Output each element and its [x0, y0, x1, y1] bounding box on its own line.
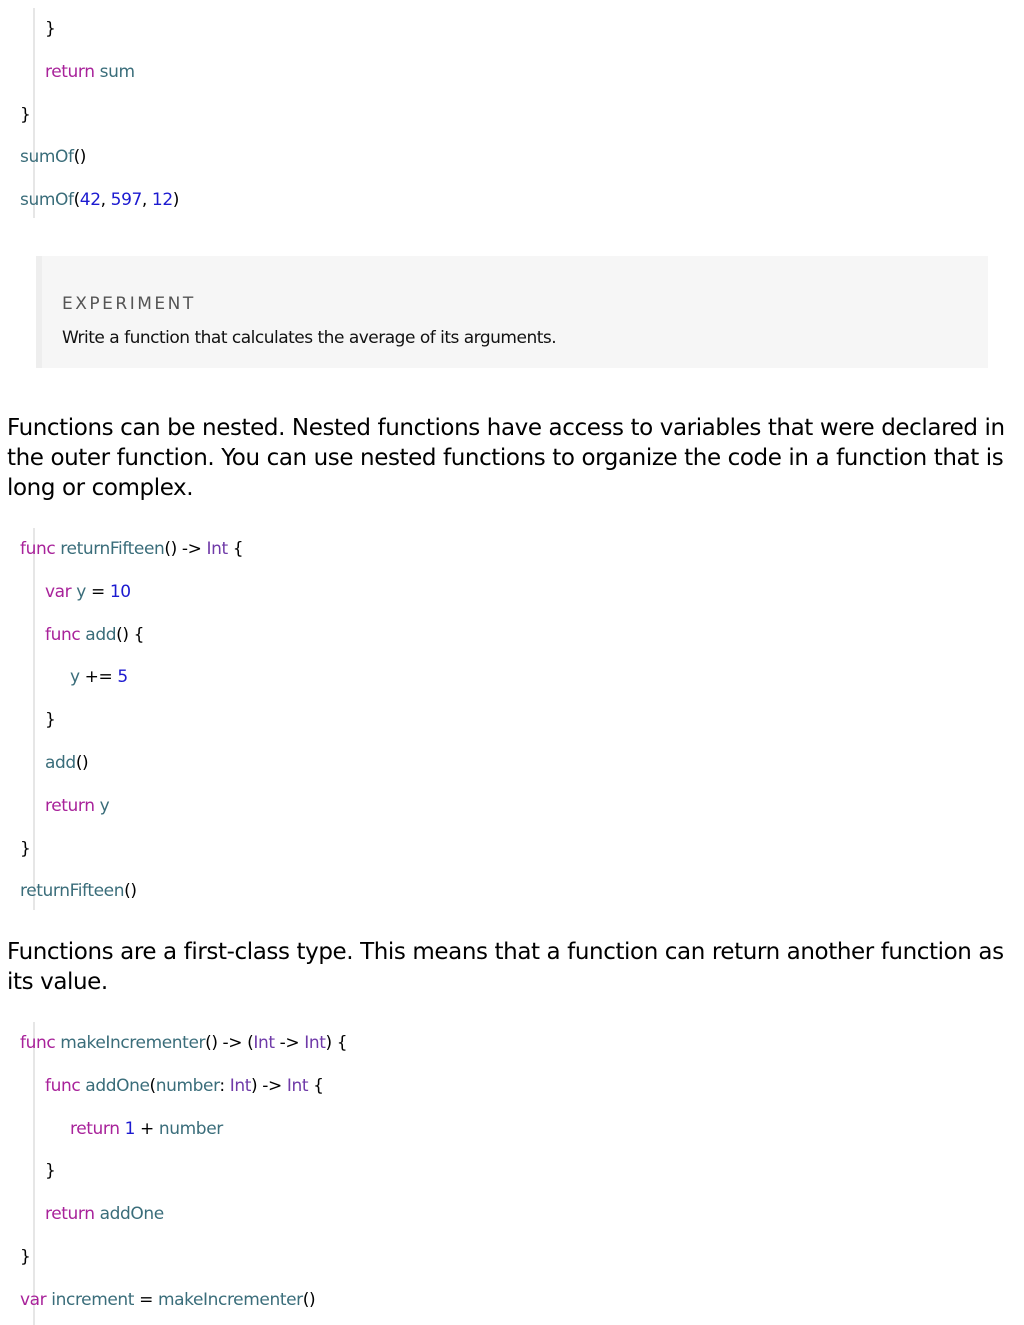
code-line	[20, 1289, 315, 1311]
code-line	[20, 538, 243, 560]
code-token: func	[20, 539, 56, 559]
code-token: ->	[274, 1033, 305, 1053]
code-token: }	[45, 19, 56, 39]
code-line	[20, 880, 137, 902]
code-line	[20, 104, 30, 126]
code-token: 5	[117, 667, 128, 688]
code-token: return	[45, 1204, 95, 1225]
code-token: number	[155, 1075, 220, 1096]
code-token: 1	[124, 1118, 136, 1139]
code-block-makeincrementer	[20, 1022, 935, 1325]
code-line	[20, 1246, 30, 1268]
code-token: number	[158, 1118, 223, 1139]
code-token: func	[20, 1033, 56, 1053]
code-line	[45, 61, 135, 83]
code-line	[45, 1203, 164, 1225]
code-line	[45, 18, 55, 40]
code-token: ()	[75, 753, 89, 773]
code-token: ) ->	[251, 1075, 287, 1096]
code-token: var	[45, 581, 72, 602]
code-token: }	[45, 1161, 56, 1182]
code-token: return	[45, 61, 95, 82]
code-token: }	[20, 104, 31, 125]
code-token: }	[20, 1247, 31, 1267]
code-token: )	[172, 190, 179, 211]
experiment-aside	[36, 256, 988, 368]
code-token: =	[134, 1289, 158, 1310]
code-block-returnfifteen	[20, 528, 935, 910]
code-token: return	[45, 795, 95, 816]
paragraph-first-class-type: Functions are a first-class type. This means that a function can return another function as its value.	[7, 939, 1004, 995]
code-token: func	[45, 624, 81, 645]
code-token: ()	[124, 881, 137, 902]
code-line	[70, 1118, 223, 1140]
code-token: 10	[109, 581, 131, 602]
code-token: 42	[79, 190, 101, 211]
code-token: sumOf	[20, 147, 74, 168]
code-line	[45, 1075, 324, 1097]
code-token: (	[73, 190, 80, 211]
code-token: returnFifteen	[20, 881, 125, 902]
code-token: returnFifteen	[60, 539, 165, 559]
code-token: addOne	[99, 1204, 164, 1225]
code-token: add	[85, 624, 117, 645]
code-token: ()	[302, 1289, 316, 1310]
code-line	[70, 666, 128, 688]
code-token: Int	[229, 1075, 252, 1096]
code-line	[20, 1032, 347, 1054]
code-token: ,	[100, 190, 111, 211]
code-token: Int	[253, 1033, 275, 1053]
code-token: makeIncrementer	[60, 1033, 206, 1053]
code-token: makeIncrementer	[157, 1289, 303, 1310]
code-token: y	[76, 581, 86, 602]
code-token: Int	[206, 539, 228, 559]
code-line	[45, 581, 131, 603]
code-line	[45, 709, 55, 731]
code-line	[20, 838, 30, 860]
code-token: (	[149, 1075, 156, 1096]
code-token: +=	[79, 667, 118, 688]
code-token: Int	[304, 1033, 326, 1053]
code-token: Int	[286, 1075, 309, 1096]
code-token: {	[308, 1075, 324, 1096]
code-token: add	[45, 753, 76, 773]
code-token: y	[99, 795, 110, 816]
code-token: :	[219, 1075, 230, 1096]
code-line	[20, 146, 86, 168]
code-token: addOne	[85, 1075, 150, 1096]
code-token: 597	[110, 190, 142, 211]
paragraph-nested-functions: Functions can be nested. Nested functions have access to variables that were declared in the outer function. You can use nested functions to organize the code in a function that is long or complex.	[7, 415, 1005, 501]
code-token: sum	[99, 61, 135, 82]
code-line	[45, 624, 144, 646]
code-token: ()	[73, 147, 87, 168]
code-token: () -> (	[205, 1033, 254, 1053]
code-token: 12	[151, 190, 173, 211]
code-token: return	[70, 1118, 120, 1139]
code-token: () ->	[164, 539, 207, 559]
code-line	[45, 752, 88, 774]
code-token: () {	[116, 624, 144, 645]
code-token: =	[85, 581, 110, 602]
code-line	[45, 1160, 55, 1182]
code-token: ,	[141, 190, 152, 211]
code-block-sumof	[20, 8, 935, 218]
code-token: +	[135, 1118, 159, 1139]
experiment-text: Write a function that calculates the average of its arguments.	[62, 328, 557, 348]
code-token: y	[70, 667, 80, 688]
code-token: }	[45, 710, 56, 731]
code-line	[45, 795, 109, 817]
code-line	[20, 189, 179, 211]
code-token: {	[227, 539, 244, 559]
code-token: increment	[51, 1289, 135, 1310]
code-token: ) {	[325, 1033, 348, 1053]
experiment-title: EXPERIMENT	[62, 294, 196, 314]
code-token: func	[45, 1075, 81, 1096]
code-token: var	[20, 1289, 47, 1310]
code-token: }	[20, 838, 31, 859]
code-token: sumOf	[20, 190, 74, 211]
